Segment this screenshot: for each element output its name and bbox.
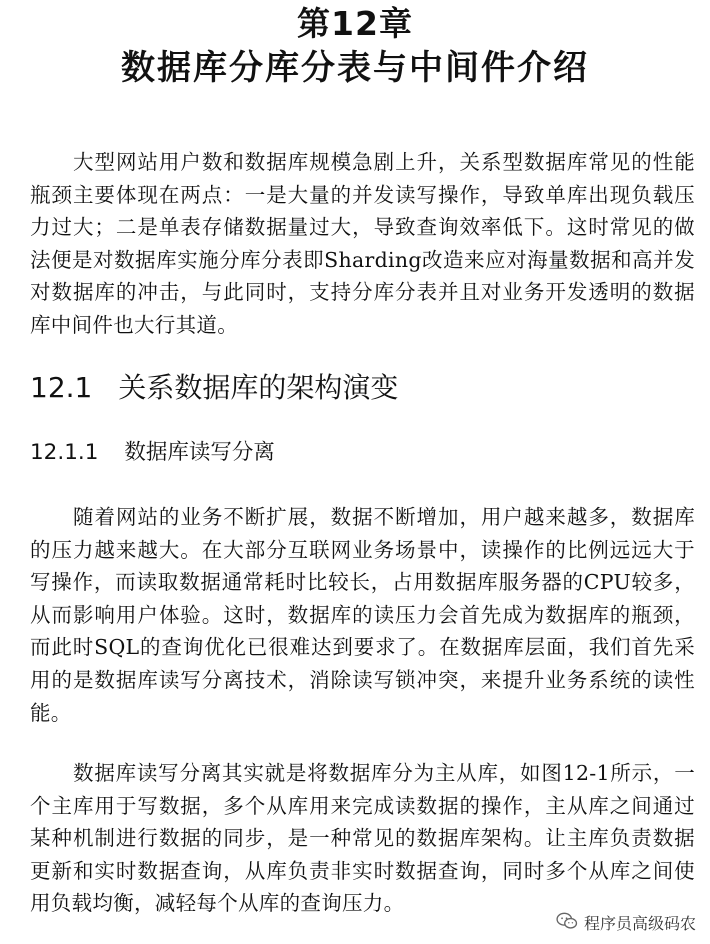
intro-paragraph: 大型网站用户数和数据库规模急剧上升，关系型数据库常见的性能瓶颈主要体现在两点：一是大量的并发读写操作，导致单库出现负载压力过大；二是单表存储数据量过大，导致查询效率低下。这时常见的做法便是对数据库实施分库分表即Sharding改造来应对海量数据和高并发对数据库的冲击，与此同时，支持分库分表并且对业务开发透明的数据库中间件也大行其道。 [30,150,695,337]
chapter-number: 第12章 [297,4,413,43]
body-paragraph: 随着网站的业务不断扩展，数据不断增加，用户越来越多，数据库的压力越来越大。在大部分互联网业务场景中，读操作的比例远远大于写操作，而读取数据通常耗时比较长，占用数据库服务器的CPU较多，从而影响用户体验。这时，数据库的读压力会首先成为数据库的瓶颈，而此时SQL的查询优化已很难达到要求了。在数据库层面，我们首先采用的是数据库读写分离技术，消除读写锁冲突，来提升业务系统的读性能。 [30,505,695,725]
wechat-icon [556,912,578,934]
section-title: 关系数据库的架构演变 [118,371,399,404]
section-heading [30,366,398,410]
section-number: 12.1 [30,371,93,404]
subsection-number: 12.1.1 [30,440,99,465]
subsection-heading [30,436,275,470]
subsection-title: 数据库读写分离 [124,440,275,465]
body-paragraph: 数据库读写分离其实就是将数据库分为主从库，如图12-1所示，一个主库用于写数据，多个从库用来完成读数据的操作，主从库之间通过某种机制进行数据的同步，是一种常见的数据库架构。让主库负责数据更新和实时数据查询，从库负责非实时数据查询，同时多个从库之间使用负载均衡，减轻每个从库的查询压力。 [30,761,695,916]
watermark [552,909,700,936]
watermark-text: 程序员高级码农 [583,914,696,933]
chapter-title: 数据库分库分表与中间件介绍 [121,48,589,88]
